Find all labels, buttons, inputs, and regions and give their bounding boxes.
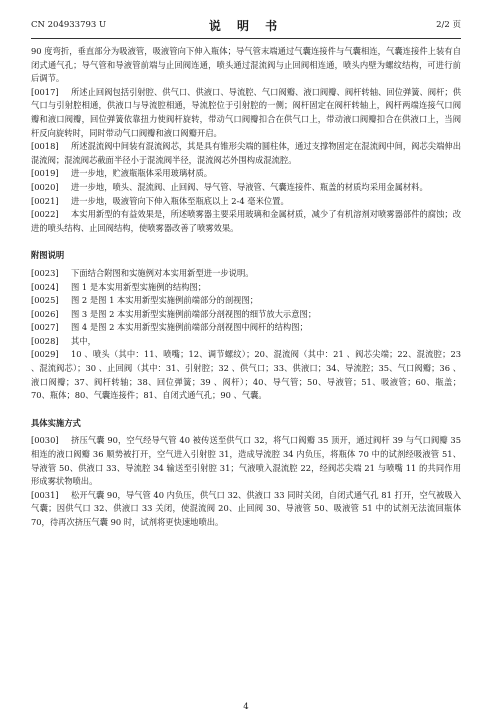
paragraph-text: 图 1 是本实用新型实施例的结构图； bbox=[71, 281, 207, 292]
page-header bbox=[31, 12, 461, 39]
paragraph-number: [0025] bbox=[31, 295, 59, 306]
paragraph-number: [0029] bbox=[31, 349, 59, 360]
paragraph-number: [0027] bbox=[31, 322, 59, 333]
paragraph-0019 bbox=[31, 167, 461, 181]
intro-paragraph bbox=[31, 45, 461, 86]
paragraph-text: 所述止回阀包括引射腔、供气口、供液口、导流腔、气口阀瓣、液口阀瓣、阀杆转轴、回位弹簧、阀杆；供气口与引射腔相通，供液口与导流腔相通，导流腔位于引射腔的一侧；阀杆固定在阀杆转轴上，阀杆两端连接气口阀瓣和液口阀瓣，回位弹簧依靠扭力使阀杆旋转，带动气口阀瓣扣合在供气口上，带动液口阀瓣扣合在供液口上，当阀杆反向旋转时，同时带动气口阀瓣和液口阀瓣开启。 bbox=[31, 86, 461, 138]
paragraph-text: 下面结合附图和实施例对本实用新型进一步说明。 bbox=[71, 267, 254, 278]
paragraph-0031 bbox=[31, 489, 461, 530]
page-number: 4 bbox=[243, 702, 249, 712]
intro-line: 相连，气囊连接件上装有自闭式通气孔；导气管和导液管前端与止回阀连通，喷头通过混流 bbox=[31, 46, 461, 70]
intro-line: 阀与止回阀相连通，喷头内壁为螺纹结构，可进行前后调节。 bbox=[31, 59, 461, 84]
paragraph-0026 bbox=[31, 308, 461, 322]
paragraph-text: 进一步地，喷头、混流阀、止回阀、导气管、导液管、气囊连接件、瓶盖的材质均采用金属材料。 bbox=[71, 181, 428, 192]
paragraph-number: [0017] bbox=[31, 86, 59, 97]
paragraph-text: 图 4 是图 2 本实用新型实施例前端部分剖视图中阀杆的结构图； bbox=[71, 322, 308, 333]
paragraph-text: 挤压气囊 90，空气经导气管 40 被传送至供气口 32，将气口阀瓣 35 顶开，通过阀杆 39 与气口阀瓣 35 相连的液口阀瓣 36 顺势被打开，空气进入引射腔 31，造成导流腔 34 内负压，将瓶体 70 中的试剂经吸液管 51、导液管 50、供液口 33、导流腔 34 输送至引射腔 31；气液喷入混流腔 22，经阀芯尖端 21 与喷嘴 11 的共同作用形成雾状物喷出。 bbox=[31, 435, 461, 487]
paragraph-text: 进一步地，贮液瓶瓶体采用玻璃材质。 bbox=[71, 168, 213, 179]
paragraph-0027 bbox=[31, 321, 461, 335]
paragraph-number: [0021] bbox=[31, 195, 59, 206]
page-indicator: 2/2 页 bbox=[436, 20, 461, 30]
document-title: 说 明 书 bbox=[208, 19, 284, 33]
paragraph-number: [0019] bbox=[31, 168, 59, 179]
paragraph-0021 bbox=[31, 195, 461, 209]
paragraph-text: 进一步地，吸液管向下伸入瓶体至瓶底以上 2-4 毫米位置。 bbox=[71, 195, 289, 206]
section-heading: 附图说明 bbox=[31, 250, 65, 261]
paragraph-number: [0030] bbox=[31, 435, 59, 446]
paragraph-number: [0031] bbox=[31, 489, 59, 500]
paragraph-0017 bbox=[31, 86, 461, 140]
document-body bbox=[31, 45, 461, 530]
paragraph-text: 10 、喷头（其中：11、喷嘴；12、调节螺纹）；20、混流阀（其中：21 、阀芯尖端；22、混流腔；23 、混流阀芯）；30 、止回阀（其中：31、引射腔；32 、供气口；33、供液口；34、导流腔；35、气口阀瓣；36 、液口阀瓣；37、阀杆转轴；38、回位弹簧；39 、阀杆）；40、导气管；50、导液管；51、吸液管；60、瓶盖；70、瓶体；80、气囊连接件；81、自闭式通气孔；90 、气囊。 bbox=[31, 349, 461, 401]
paragraph-number: [0026] bbox=[31, 308, 59, 319]
paragraph-number: [0018] bbox=[31, 141, 59, 152]
embodiment-section bbox=[31, 417, 461, 530]
paragraph-0024 bbox=[31, 281, 461, 295]
publication-number: CN 204933793 U bbox=[31, 20, 107, 30]
paragraph-number: [0028] bbox=[31, 335, 59, 346]
paragraph-text: 本实用新型的有益效果是，所述喷雾器主要采用玻璃和金属材质，减少了有机溶剂对喷雾器部件的腐蚀；改进的喷头结构、止回阀结构，使喷雾器改善了喷雾效果。 bbox=[31, 209, 461, 233]
paragraph-0020 bbox=[31, 181, 461, 195]
paragraph-text: 其中， bbox=[71, 335, 96, 346]
paragraph-0028 bbox=[31, 335, 461, 349]
document-page bbox=[0, 12, 492, 726]
paragraph-number: [0024] bbox=[31, 281, 59, 292]
paragraph-number: [0023] bbox=[31, 267, 59, 278]
paragraph-text: 图 2 是图 1 本实用新型实施例前端部分的剖视图； bbox=[71, 295, 259, 306]
paragraph-0022 bbox=[31, 208, 461, 235]
paragraph-text: 松开气囊 90，导气管 40 内负压，供气口 32、供液口 33 同时关闭，自闭式通气孔 81 打开，空气被吸入气囊；因供气口 32、供液口 33 关闭，使混流阀 20、止回阀 30、导液管 50、吸液管 51 中的试剂无法流回瓶体 70，待再次挤压气囊 90 时，试剂将更快速地喷出。 bbox=[31, 489, 461, 527]
paragraph-0029 bbox=[31, 348, 461, 402]
paragraph-text: 所述混流阀中间装有混流阀芯，其是具有锥形尖端的圆柱体，通过支撑物固定在混流阀中间，阀芯尖端伸出混流阀；混流阀芯截面半径小于混流阀半径，混流阀芯外围构成混流腔。 bbox=[31, 141, 461, 165]
paragraph-number: [0022] bbox=[31, 209, 59, 220]
paragraph-text: 图 3 是图 2 本实用新型实施例前端部分剖视图的细节放大示意图； bbox=[71, 308, 317, 319]
section-heading: 具体实施方式 bbox=[31, 417, 81, 428]
page-footer bbox=[0, 702, 492, 712]
paragraph-0023 bbox=[31, 267, 461, 281]
paragraph-0030 bbox=[31, 434, 461, 488]
figures-section bbox=[31, 249, 461, 403]
paragraph-0025 bbox=[31, 294, 461, 308]
intro-line: 90 度弯折，垂直部分为吸液管，吸液管向下伸入瓶体；导气管末端通过气囊连接件与气囊 bbox=[31, 46, 361, 56]
paragraph-number: [0020] bbox=[31, 181, 59, 192]
paragraph-0018 bbox=[31, 140, 461, 167]
